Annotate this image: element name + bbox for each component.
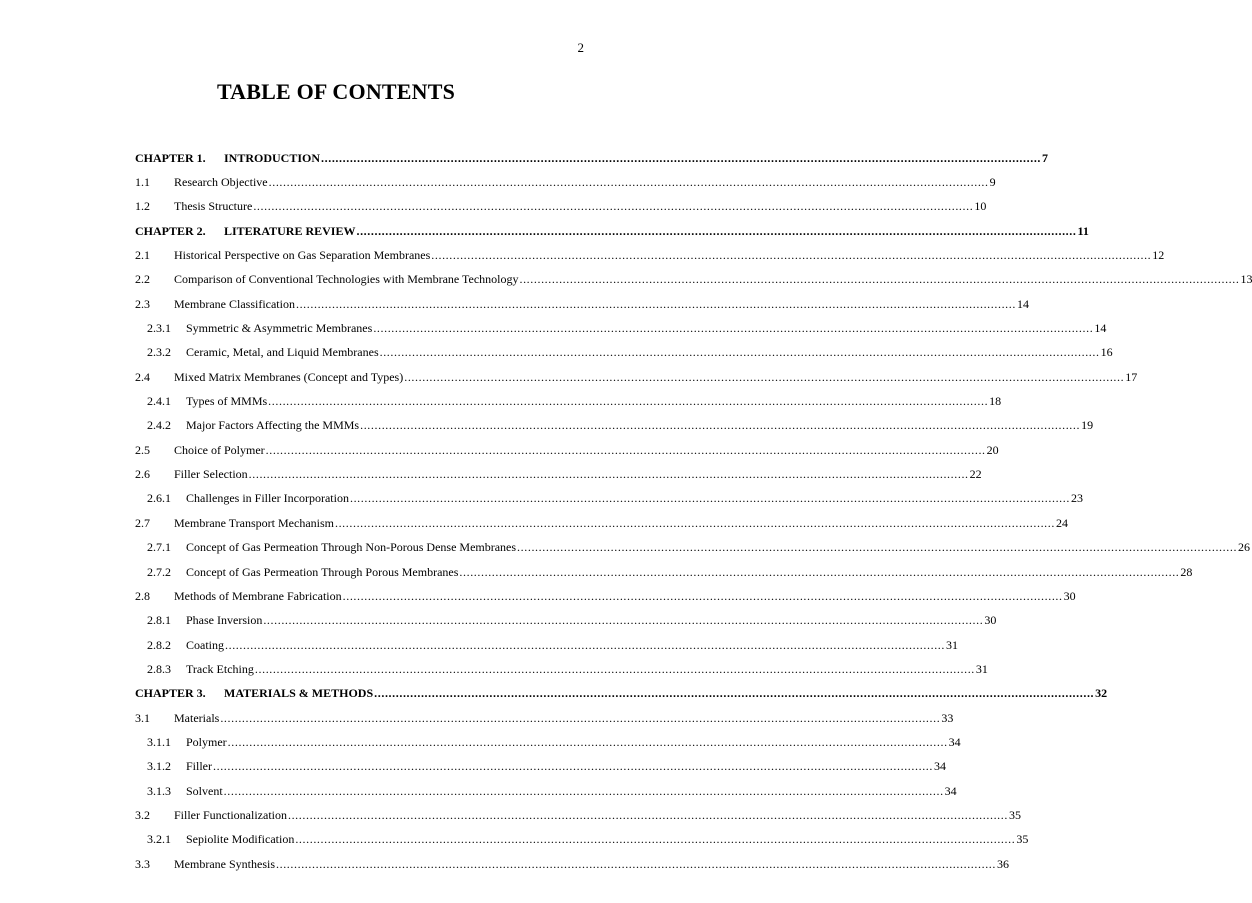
dot-leader — [220, 711, 940, 726]
toc-entry-section[interactable] — [135, 511, 1068, 535]
toc-entry-title: INTRODUCTION — [224, 150, 321, 165]
toc-entry-title: Membrane Classification — [174, 296, 295, 311]
toc-entry-title: LITERATURE REVIEW — [224, 223, 356, 238]
toc-entry-page: 34 — [944, 783, 957, 798]
toc-entry-number: 3.1 — [135, 710, 150, 725]
toc-entry-number: 2.7 — [135, 515, 150, 530]
dot-leader — [263, 613, 983, 628]
toc-entry-title: Types of MMMs — [186, 394, 268, 409]
toc-entry-section[interactable] — [135, 462, 982, 486]
toc-entry-page: 7 — [1042, 150, 1049, 165]
toc-entry-title: Challenges in Filler Incorporation — [186, 491, 349, 506]
toc-entry-page: 18 — [989, 394, 1002, 409]
toc-entry-number: 2.7.2 — [147, 564, 171, 579]
toc-entry-title: Choice of Polymer — [174, 442, 265, 457]
toc-entry-page: 31 — [975, 661, 988, 676]
dot-leader — [266, 443, 986, 458]
toc-entry-section[interactable] — [135, 803, 1021, 827]
dot-leader — [404, 370, 1124, 385]
toc-entry-sub[interactable] — [135, 779, 957, 803]
toc-entry-sub[interactable] — [135, 657, 988, 681]
dot-leader — [228, 735, 948, 750]
dot-leader — [350, 491, 1070, 506]
dot-leader — [249, 467, 969, 482]
toc-entry-title: Symmetric & Asymmetric Membranes — [186, 321, 373, 336]
toc-entry-sub[interactable] — [135, 633, 958, 657]
toc-entry-number: 2.6.1 — [147, 491, 171, 506]
toc-entry-page: 11 — [1077, 223, 1089, 238]
toc-entry-section[interactable] — [135, 438, 999, 462]
page-number: 2 — [577, 40, 584, 55]
toc-entry-number: 1.1 — [135, 175, 150, 190]
toc-entry-number: 2.3 — [135, 296, 150, 311]
toc-entry-page: 24 — [1055, 515, 1068, 530]
toc-entry-page: 13 — [1240, 272, 1252, 287]
dot-leader — [459, 565, 1179, 580]
toc-entry-title: Coating — [186, 637, 224, 652]
toc-entry-title: Historical Perspective on Gas Separation Membranes — [174, 248, 431, 263]
toc-entry-number: 3.2.1 — [147, 832, 171, 847]
toc-entry-title: Membrane Synthesis — [174, 856, 275, 871]
toc-entry-title: Filler Selection — [174, 467, 248, 482]
toc-entry-title: Track Etching — [186, 661, 254, 676]
dot-leader — [296, 297, 1016, 312]
toc-entry-title: Materials — [174, 710, 220, 725]
toc-entry-sub[interactable] — [135, 828, 1029, 852]
toc-entry-section[interactable] — [135, 170, 996, 194]
dot-leader — [519, 272, 1239, 287]
toc-entry-title: Concept of Gas Permeation Through Non-Porous Dense Membranes — [186, 540, 517, 555]
toc-entry-number: 2.5 — [135, 442, 150, 457]
toc-entry-sub[interactable] — [135, 730, 961, 754]
toc-entry-page: 16 — [1100, 345, 1113, 360]
dot-leader — [288, 808, 1008, 823]
toc-entry-title: MATERIALS & METHODS — [224, 686, 374, 701]
dot-leader — [295, 832, 1015, 847]
toc-entry-title: Polymer — [186, 734, 227, 749]
dot-leader — [269, 175, 989, 190]
toc-entry-page: 10 — [974, 199, 987, 214]
toc-entry-number: 3.1.3 — [147, 783, 171, 798]
toc-entry-title: Ceramic, Metal, and Liquid Membranes — [186, 345, 379, 360]
dot-leader — [431, 248, 1151, 263]
toc-entry-number: 2.7.1 — [147, 540, 171, 555]
toc-entry-number: 3.3 — [135, 856, 150, 871]
dot-leader — [373, 321, 1093, 336]
toc-entry-section[interactable] — [135, 852, 1009, 876]
toc-entry-number: 1.2 — [135, 199, 150, 214]
toc-entry-section[interactable] — [135, 268, 1252, 292]
page-title: TABLE OF CONTENTS — [216, 79, 456, 104]
toc-entry-number: 2.3.1 — [147, 321, 171, 336]
toc-entry-title: Major Factors Affecting the MMMs — [186, 418, 360, 433]
toc-list — [135, 146, 1252, 876]
toc-entry-sub[interactable] — [135, 560, 1193, 584]
dot-leader — [253, 199, 973, 214]
toc-entry-number: 2.4.2 — [147, 418, 171, 433]
toc-entry-number: CHAPTER 3. — [135, 686, 206, 701]
toc-entry-page: 22 — [969, 467, 982, 482]
toc-entry-number: 3.1.1 — [147, 734, 171, 749]
toc-entry-title: Comparison of Conventional Technologies with Membrane Technology — [174, 272, 519, 287]
toc-entry-number: 2.3.2 — [147, 345, 171, 360]
toc-entry-sub[interactable] — [135, 316, 1107, 340]
toc-entry-page: 14 — [1016, 296, 1029, 311]
toc-entry-sub[interactable] — [135, 414, 1094, 438]
toc-entry-title: Concept of Gas Permeation Through Porous Membranes — [186, 564, 459, 579]
dot-leader — [360, 418, 1080, 433]
toc-entry-title: Methods of Membrane Fabrication — [174, 588, 342, 603]
toc-entry-page: 32 — [1095, 686, 1108, 701]
dot-leader — [276, 857, 996, 872]
toc-entry-number: 2.8.1 — [147, 613, 171, 628]
toc-entry-number: 2.4 — [135, 369, 150, 384]
toc-entry-page: 33 — [941, 710, 954, 725]
toc-entry-page: 20 — [986, 442, 999, 457]
toc-entry-page: 26 — [1238, 540, 1251, 555]
toc-entry-page: 30 — [984, 613, 997, 628]
toc-entry-page: 35 — [1016, 832, 1029, 847]
toc-entry-page: 9 — [989, 175, 996, 190]
toc-entry-number: CHAPTER 1. — [135, 150, 206, 165]
toc-entry-page: 34 — [934, 759, 946, 774]
dot-leader — [225, 638, 945, 653]
dot-leader — [335, 516, 1055, 531]
toc-entry-chapter[interactable] — [135, 219, 1089, 243]
dot-leader — [213, 759, 933, 774]
toc-entry-sub[interactable] — [135, 609, 997, 633]
toc-entry-number: 3.1.2 — [147, 759, 171, 774]
dot-leader — [374, 686, 1094, 701]
dot-leader — [224, 784, 944, 799]
toc-entry-page: 28 — [1180, 564, 1193, 579]
toc-entry-section[interactable] — [135, 706, 954, 730]
toc-entry-number: CHAPTER 2. — [135, 223, 206, 238]
toc-entry-title: Research Objective — [174, 175, 268, 190]
toc-entry-number: 2.1 — [135, 248, 150, 263]
toc-entry-title: Filler Functionalization — [174, 807, 287, 822]
toc-entry-section[interactable] — [135, 243, 1165, 267]
toc-entry-page: 30 — [1063, 588, 1076, 603]
toc-entry-chapter[interactable] — [135, 682, 1108, 706]
toc-entry-number: 3.2 — [135, 807, 150, 822]
dot-leader — [380, 345, 1100, 360]
toc-entry-title: Sepiolite Modification — [186, 832, 295, 847]
toc-entry-page: 23 — [1070, 491, 1083, 506]
toc-entry-sub[interactable] — [135, 536, 1251, 560]
dot-leader — [343, 589, 1063, 604]
toc-entry-number: 2.4.1 — [147, 394, 171, 409]
toc-entry-number: 2.8.3 — [147, 661, 171, 676]
toc-entry-page: 36 — [997, 856, 1009, 871]
dot-leader — [517, 540, 1237, 555]
toc-entry-title: Thesis Structure — [174, 199, 253, 214]
toc-entry-page: 35 — [1008, 807, 1021, 822]
toc-entry-title: Membrane Transport Mechanism — [174, 515, 334, 530]
toc-entry-number: 2.6 — [135, 467, 150, 482]
toc-entry-page: 34 — [948, 734, 961, 749]
toc-entry-page: 17 — [1125, 369, 1138, 384]
toc-entry-page: 31 — [946, 637, 958, 652]
toc-entry-chapter[interactable] — [135, 146, 1049, 170]
toc-entry-title: Solvent — [186, 783, 223, 798]
toc-entry-section[interactable] — [135, 292, 1029, 316]
toc-entry-section[interactable] — [135, 584, 1076, 608]
toc-entry-sub[interactable] — [135, 341, 1113, 365]
toc-entry-number: 2.2 — [135, 272, 150, 287]
dot-leader — [356, 224, 1076, 239]
toc-entry-title: Filler — [186, 759, 212, 774]
toc-entry-title: Phase Inversion — [186, 613, 263, 628]
toc-entry-page: 12 — [1152, 248, 1165, 263]
dot-leader — [255, 662, 975, 677]
toc-entry-sub[interactable] — [135, 755, 946, 779]
toc-entry-number: 2.8 — [135, 588, 150, 603]
toc-entry-page: 14 — [1094, 321, 1107, 336]
toc-entry-page: 19 — [1081, 418, 1094, 433]
dot-leader — [321, 151, 1041, 166]
toc-entry-section[interactable] — [135, 365, 1138, 389]
toc-entry-section[interactable] — [135, 195, 987, 219]
toc-entry-sub[interactable] — [135, 487, 1083, 511]
toc-entry-title: Mixed Matrix Membranes (Concept and Types) — [174, 369, 404, 384]
toc-entry-sub[interactable] — [135, 389, 1002, 413]
toc-entry-number: 2.8.2 — [147, 637, 171, 652]
dot-leader — [268, 394, 988, 409]
